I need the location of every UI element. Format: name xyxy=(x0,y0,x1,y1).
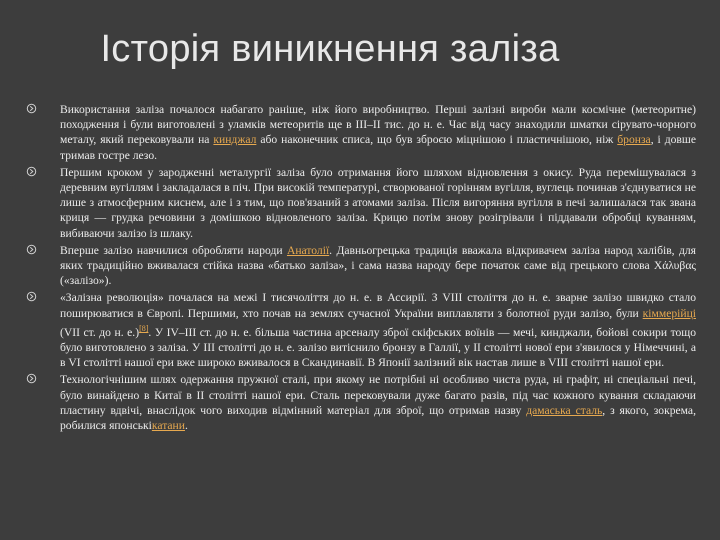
list-item xyxy=(24,372,696,433)
link-katana[interactable]: катани xyxy=(151,418,185,432)
item-text: (VII ст. до н. е.) xyxy=(60,325,140,339)
bullet-icon xyxy=(26,166,37,177)
footnote-link[interactable]: [8] xyxy=(139,323,149,333)
link-anatolia[interactable]: Анатолії xyxy=(286,243,330,257)
bullet-list xyxy=(24,102,696,435)
item-text: . xyxy=(184,418,188,432)
list-item xyxy=(24,243,696,289)
bullet-icon xyxy=(26,291,37,302)
link-bronze[interactable]: бронза xyxy=(617,133,651,147)
item-text: Використання заліза почалося набагато раніше, ніж його виробництво. Перші залізні вироби мали космічне (метеоритне) походження і були виготовлені з уламків метеоритів ще в III–II тис. до н. е. Час від часу знаходили шматки сірувато-чорного металу, який перековували на xyxy=(60,103,696,147)
bullet-icon xyxy=(26,244,37,255)
item-text: або наконечник списа, що був зброєю міцнішою і пластичнішою, ніж xyxy=(256,133,618,147)
item-text: . Давньогрецька традиція вважала відкривачем заліза народ халібів, для яких традиційно вживалася стійка назва «батько заліза», і сама назва народу бере початок саме від грецького слова Χάλυβας («залізо»). xyxy=(60,243,696,288)
bullet-icon xyxy=(26,103,37,114)
list-item xyxy=(24,165,696,241)
item-text: . У IV–III ст. до н. е. більша частина арсеналу зброї скіфських воїнів — мечі, кинджали, бойові сокири тощо було виготовлено з заліза. У III столітті до н. е. залізо витіснило бронзу в Галлії, у II столітті нової ери з'явилося у Німеччині, а в VI столітті нашої ери вже широко вживалося в Скандинавії. В Японії залізний вік настав лише в VIII столітті нашої ери. xyxy=(60,325,697,370)
slide-title: Історія виникнення заліза xyxy=(100,28,560,70)
bullet-icon xyxy=(26,373,37,384)
item-text: Технологічнішим шлях одержання пружної сталі, при якому не потрібні ні особливо чиста руда, ні графіт, ні спеціальні печі, було винайдено в Китаї в II столітті нашої ери. Сталь перековували дуже багато разів, під час кожного кування складаючи пластину вдвічі, внаслідок чого виходив відмінний матеріал для зброї, що отримав назву xyxy=(60,373,696,417)
item-text: «Залізна революція» почалася на межі I тисячоліття до н. е. в Ассирії. З VIII століття до н. е. зварне залізо швидко стало поширюватися в Європі. Першими, хто почав на землях сучасної України виплавляти з болотної руди залізо, були xyxy=(60,291,696,320)
item-text: , з якого, зокрема, робилися японські xyxy=(60,403,696,432)
item-text: Першим кроком у зародженні металургії заліза було отримання його шляхом відновлення з окису. Руда перемішувалася з деревним вугіллям і закладалася в піч. При високій температурі, створюваної горінням вугілля, вуглець починав з'єднуватися не лише з атмосферним киснем, але і з тим, що пов'язаний з атомами заліза. Після вигоряння вугілля в печі залишалася так звана криця — грудка речовини з домішкою відновленого заліза. Крицю потім знову розігрівали і піддавали обробці куванням, вибиваючи залізо із шлаку. xyxy=(60,165,696,240)
list-item xyxy=(24,102,696,163)
item-text: Вперше залізо навчилися обробляти народи xyxy=(60,243,287,257)
link-dagger[interactable]: кинджал xyxy=(213,133,257,147)
link-damascus-steel[interactable]: дамаська сталь xyxy=(526,403,603,417)
item-text: , і довше тримав гостре лезо. xyxy=(60,133,696,162)
list-item xyxy=(24,290,696,370)
link-cimmerians[interactable]: кіммерійці xyxy=(642,306,696,320)
